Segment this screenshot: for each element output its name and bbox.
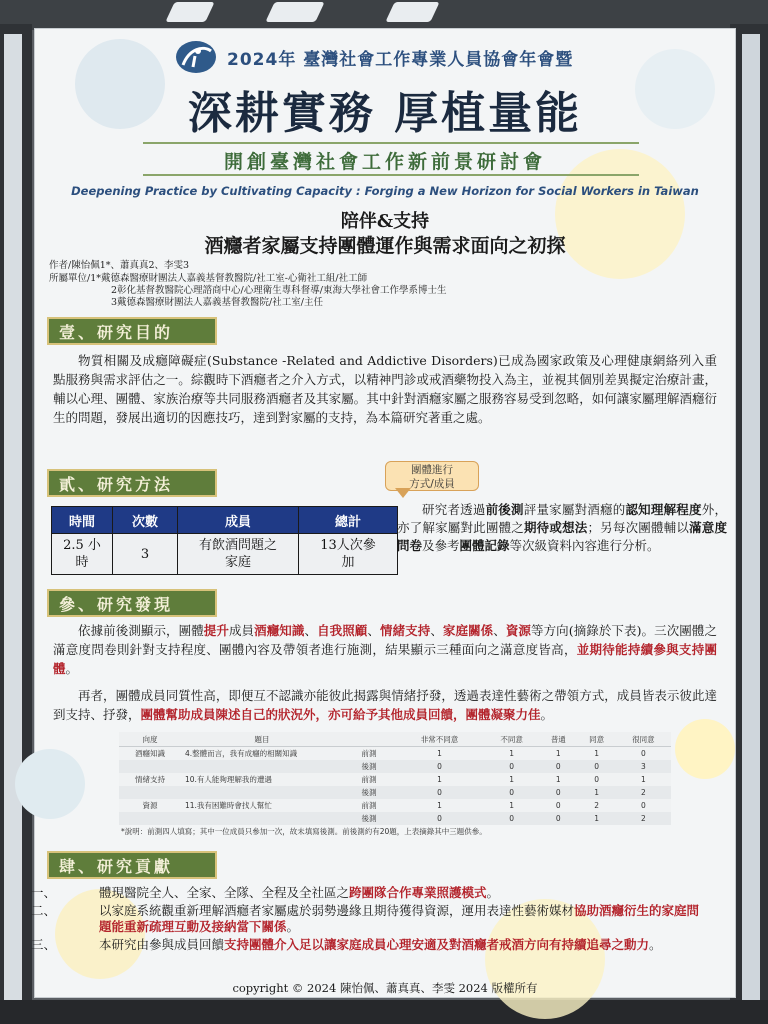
text-emphasis: 滿意度問卷 <box>397 520 727 553</box>
purpose-paragraph: 物質相關及成癮障礙症(Substance -Related and Addictive Disorders)已成為國家政策及心理健康網絡列入重點服務與需求評估之一。綜觀時下酒癮者之介入方式，以精神門診或戒酒藥物投入為主，並視其個別差異擬定治療計畫，輔以心理、團體、家族治療等共同服務酒癮者及其家屬。其中針對酒癮家屬之服務容易受到忽略，如何讓家屬理解酒癮衍生的問題，發展出適切的因應技巧，達到對家屬的支持，為本篇研究著重之處。 <box>53 353 717 425</box>
sub-title: 開創臺灣社會工作新前景研討會 <box>223 151 546 173</box>
floor <box>0 1000 768 1024</box>
callout-line1: 團體進行 <box>411 464 453 476</box>
survey-cell <box>181 786 343 799</box>
conference-line: 2024年 臺灣社會工作專業人員協會年會暨 <box>227 50 574 70</box>
ceiling-light <box>265 2 324 22</box>
callout-line2: 方式/成員 <box>409 478 455 490</box>
survey-cell: 2 <box>616 786 671 799</box>
survey-row <box>119 773 671 786</box>
association-logo-icon <box>175 39 217 75</box>
text-run: 。 <box>65 661 79 676</box>
text-highlight: 資源 <box>505 623 531 638</box>
survey-cell: 0 <box>395 786 484 799</box>
text-highlight: 提升 <box>203 623 229 638</box>
survey-cell: 4.整體而言，我有成癮的相關知識 <box>181 747 343 761</box>
text-emphasis: 團體記錄 <box>459 538 510 553</box>
survey-cell: 2 <box>616 812 671 825</box>
survey-cell: 前測 <box>343 773 395 786</box>
survey-cell <box>119 786 181 799</box>
contribution-item <box>31 885 705 901</box>
survey-cell: 1 <box>395 773 484 786</box>
survey-cell: 1 <box>539 747 577 761</box>
survey-cell: 0 <box>484 786 539 799</box>
survey-cell: 後測 <box>343 812 395 825</box>
survey-header: 同意 <box>577 732 615 747</box>
survey-cell: 1 <box>395 799 484 812</box>
text-run: 成員 <box>228 623 255 638</box>
survey-cell: 1 <box>616 773 671 786</box>
text-run: 等方向(摘錄於下表)。三次團體之滿意度問卷則針對支持程度、團體內容及帶領者進行施測，結果顯示三種面向之滿意度皆高， <box>53 623 717 657</box>
survey-header: 向度 <box>119 732 181 747</box>
method-cell-text: 2.5 小時 <box>63 538 101 570</box>
survey-table <box>119 732 671 825</box>
survey-row <box>119 786 671 799</box>
survey-cell: 0 <box>395 760 484 773</box>
survey-cell <box>181 760 343 773</box>
survey-row <box>119 799 671 812</box>
section-heading-contribution: 肆、研究貢獻 <box>47 851 217 879</box>
findings-paragraph-2 <box>53 686 717 724</box>
paper-title-line2: 酒癮者家屬支持團體運作與需求面向之初探 <box>204 235 566 257</box>
text-run: 及參考 <box>422 538 460 553</box>
survey-cell: 1 <box>577 786 615 799</box>
main-title: 深耕實務 厚植量能 <box>187 88 583 139</box>
group-format-callout <box>385 461 479 491</box>
survey-cell: 酒癮知識 <box>119 747 181 761</box>
method-cell <box>299 534 398 575</box>
survey-cell: 0 <box>539 812 577 825</box>
text-run: 依據前後測顯示，團體 <box>78 623 204 638</box>
text-run: 、 <box>430 623 443 638</box>
text-run: ；另每次團體輔以 <box>587 520 690 535</box>
survey-cell: 1 <box>577 747 615 761</box>
survey-cell <box>181 812 343 825</box>
decor-circle <box>15 749 85 819</box>
survey-row <box>119 760 671 773</box>
display-frame-left <box>0 24 32 1024</box>
text-emphasis: 期待或想法 <box>523 520 588 535</box>
text-run: 。 <box>540 707 554 722</box>
section-heading-purpose: 壹、研究目的 <box>47 317 217 345</box>
method-paragraph <box>397 501 727 555</box>
text-run: 體現醫院全人、全家、全隊、全程及全社區之 <box>99 885 350 900</box>
ceiling <box>0 0 768 30</box>
contribution-item <box>31 937 705 953</box>
text-highlight: 跨團隊合作專業照護模式 <box>349 885 487 900</box>
text-emphasis: 認知理解程度 <box>625 502 702 517</box>
survey-cell: 0 <box>616 799 671 812</box>
survey-cell: 0 <box>484 760 539 773</box>
text-run: 等次級資料內容進行分析。 <box>509 538 660 553</box>
method-cell-text: 13人次參加 <box>320 538 376 570</box>
survey-header: 題目 <box>181 732 343 747</box>
survey-cell: 1 <box>539 773 577 786</box>
survey-cell: 1 <box>484 773 539 786</box>
text-run: 本研究由參與成員回饋 <box>99 937 225 952</box>
survey-header: 不同意 <box>484 732 539 747</box>
survey-body <box>119 747 671 826</box>
callout-pointer <box>395 488 411 498</box>
text-highlight: 團體幫助成員陳述自己的狀況外，亦可給予其他成員回饋，團體凝聚力佳 <box>140 707 541 722</box>
survey-header: 非常不同意 <box>395 732 484 747</box>
text-highlight: 自我照顧 <box>317 623 368 638</box>
method-header: 次數 <box>113 507 178 534</box>
survey-cell: 0 <box>539 760 577 773</box>
survey-cell: 0 <box>577 773 615 786</box>
text-run: 、 <box>304 623 318 638</box>
contribution-number: 一、 <box>31 885 57 900</box>
text-highlight: 並期待能持續參與支持團體 <box>53 642 717 676</box>
survey-row <box>119 747 671 761</box>
adjacent-poster-edge <box>4 34 22 1014</box>
survey-cell: 0 <box>395 812 484 825</box>
survey-cell: 0 <box>616 747 671 761</box>
method-text <box>397 501 727 555</box>
paper-title-line1: 陪伴&支持 <box>340 211 430 232</box>
text-highlight: 家庭關係 <box>442 623 494 638</box>
survey-cell: 0 <box>577 760 615 773</box>
method-cell: 3 <box>113 534 178 575</box>
method-table <box>51 506 398 575</box>
method-cell <box>178 534 299 575</box>
ceiling-light <box>385 2 439 22</box>
survey-cell: 1 <box>484 747 539 761</box>
findings-paragraph-1 <box>53 621 717 678</box>
survey-cell: 1 <box>395 747 484 761</box>
survey-cell: 3 <box>616 760 671 773</box>
decor-circle <box>675 719 735 779</box>
text-run: 研究者透過 <box>422 502 486 517</box>
survey-cell: 1 <box>484 799 539 812</box>
purpose-text <box>53 351 717 427</box>
contribution-list <box>31 885 705 955</box>
english-title: Deepening Practice by Cultivating Capacity : Forging a New Horizon for Social Workers in Taiwan <box>71 184 699 198</box>
text-highlight: 支持團體介入足以讓家庭成員心理安適及對酒癮者戒酒方向有持續追尋之動力 <box>224 937 650 952</box>
copyright: copyright © 2024 陳怡佩、蕭真真、李雯 2024 版權所有 <box>232 981 538 995</box>
survey-cell: 10.有人能夠理解我的遭遇 <box>181 773 343 786</box>
contribution-item <box>31 903 705 935</box>
survey-cell: 0 <box>484 812 539 825</box>
survey-cell: 11.我有困難時會找人幫忙 <box>181 799 343 812</box>
contribution-number: 三、 <box>31 937 57 952</box>
text-run: 、 <box>493 623 506 638</box>
text-run: 、 <box>367 623 380 638</box>
ceiling-light <box>165 2 214 22</box>
method-header: 時間 <box>52 507 113 534</box>
text-run: 。 <box>649 937 662 952</box>
text-highlight: 酒癮知識 <box>254 623 305 638</box>
poster <box>31 28 736 998</box>
survey-header: 普通 <box>539 732 577 747</box>
text-highlight: 情緒支持 <box>379 623 431 638</box>
affiliation-3: 3戴德森醫療財團法人嘉義基督教醫院/社工室/主任 <box>111 297 323 308</box>
adjacent-poster-edge <box>742 34 760 1014</box>
text-run: 。 <box>486 885 500 900</box>
findings-text <box>53 621 717 724</box>
survey-cell: 前測 <box>343 747 395 761</box>
survey-note: *說明：前測四人填寫；其中一位成員只參加一次，故未填寫後測。前後測約有20題，上表摘錄其中三題供參。 <box>121 827 487 836</box>
survey-cell: 情緒支持 <box>119 773 181 786</box>
text-highlight: 協助酒癮衍生的家庭問題能重新疏理互動及接納當下關係 <box>99 903 700 934</box>
survey-cell: 0 <box>539 786 577 799</box>
survey-cell: 後測 <box>343 760 395 773</box>
survey-header <box>343 732 395 747</box>
survey-cell: 前測 <box>343 799 395 812</box>
text-run: 外，亦了解家屬對此團體之 <box>397 502 727 535</box>
section-heading-findings: 參、研究發現 <box>47 589 217 617</box>
survey-cell: 資源 <box>119 799 181 812</box>
method-cell-text: 有飲酒問題之家庭 <box>198 538 277 570</box>
method-header: 成員 <box>178 507 299 534</box>
survey-cell <box>119 812 181 825</box>
survey-header: 很同意 <box>616 732 671 747</box>
text-emphasis: 前後測 <box>485 502 524 517</box>
survey-row <box>119 812 671 825</box>
survey-cell: 後測 <box>343 786 395 799</box>
affiliation-1: 所屬單位/1*戴德森醫療財團法人嘉義基督教醫院/社工室-心衛社工組/社工師 <box>49 273 368 284</box>
survey-cell: 1 <box>577 812 615 825</box>
contribution-number: 二、 <box>31 903 57 918</box>
text-run: 以家庭系統觀重新理解酒癮者家屬處於弱勢邊緣且期待獲得資源，運用表達性藝術媒材 <box>99 903 575 918</box>
method-cell <box>52 534 113 575</box>
survey-cell <box>119 760 181 773</box>
text-run: 。 <box>286 919 300 934</box>
text-run: 評量家屬對酒癮的 <box>523 502 626 517</box>
method-header: 總計 <box>299 507 398 534</box>
affiliation-2: 2彰化基督教醫院心理諮商中心/心理衛生專科督導/東海大學社會工作學系博士生 <box>111 285 447 296</box>
survey-cell: 2 <box>577 799 615 812</box>
survey-cell: 0 <box>539 799 577 812</box>
text-run: 再者，團體成員同質性高，即便互不認識亦能彼此揭露與情緒抒發，透過表達性藝術之帶領方式，成員皆表示彼此達到支持、抒發， <box>53 688 717 722</box>
authors: 作者/陳怡佩1*、蕭真真2、李雯3 <box>49 260 190 271</box>
section-heading-method: 貳、研究方法 <box>47 469 217 497</box>
